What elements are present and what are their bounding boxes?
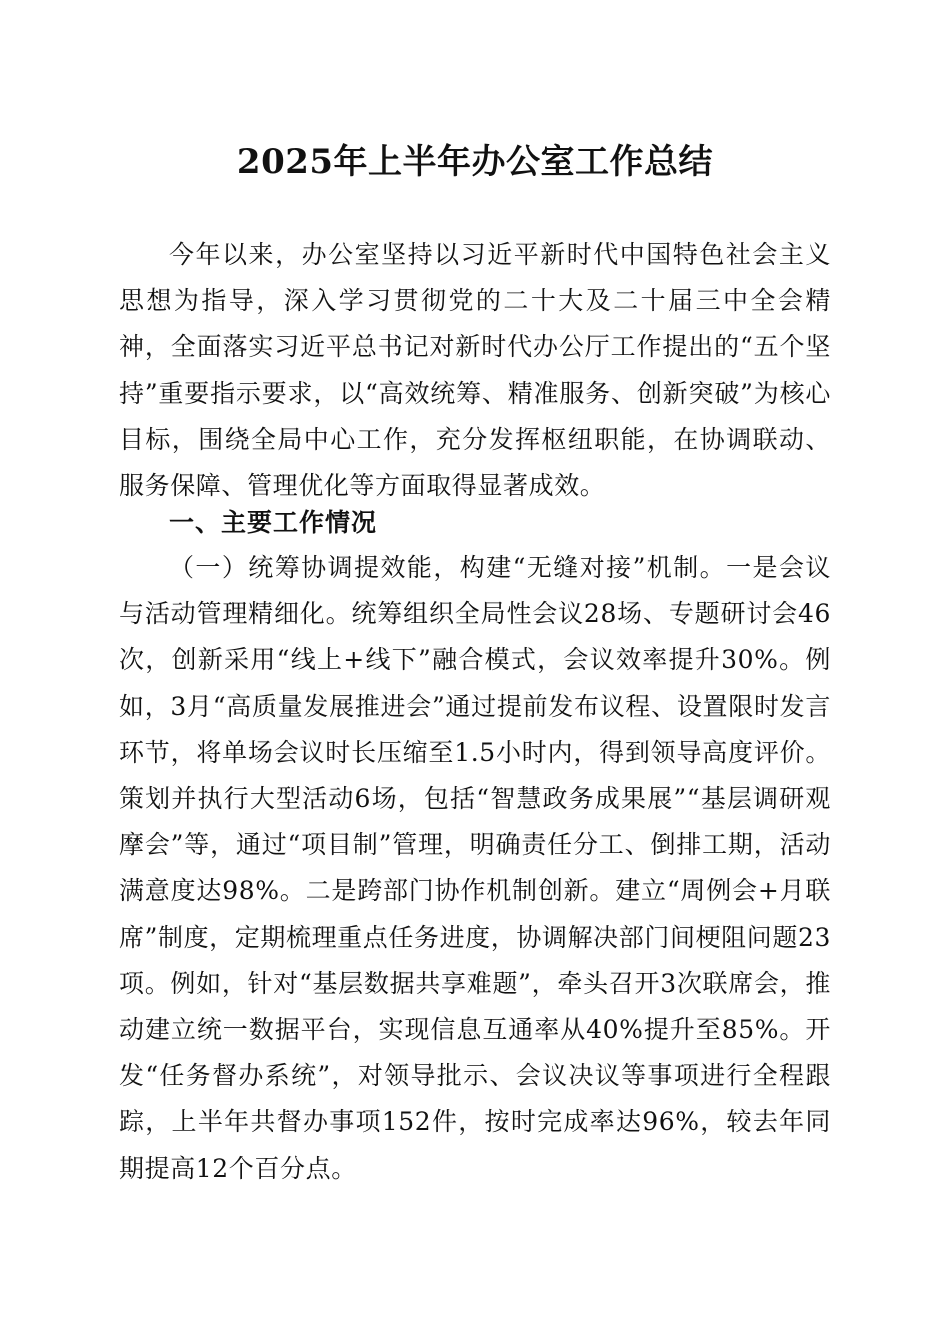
intro-paragraph: 今年以来，办公室坚持以习近平新时代中国特色社会主义思想为指导，深入学习贯彻党的二十大及二十届三中全会精神，全面落实习近平总书记对新时代办公厅工作提出的“五个坚持”重要指示要求，以“高效统筹、精准服务、创新突破”为核心目标，围绕全局中心工作，充分发挥枢纽职能，在协调联动、服务保障、管理优化等方面取得显著成效。 bbox=[119, 240, 831, 501]
section-heading-main-work: 一、主要工作情况 bbox=[169, 508, 378, 537]
section-1-paragraph: （一）统筹协调提效能，构建“无缝对接”机制。一是会议与活动管理精细化。统筹组织全局性会议28场、专题研讨会46次，创新采用“线上+线下”融合模式，会议效率提升30%。例如，3月“高质量发展推进会”通过提前发布议程、设置限时发言环节，将单场会议时长压缩至1.5小时内，得到领导高度评价。策划并执行大型活动6场，包括“智慧政务成果展”“基层调研观摩会”等，通过“项目制”管理，明确责任分工、倒排工期，活动满意度达98%。二是跨部门协作机制创新。建立“周例会+月联席”制度，定期梳理重点任务进度，协调解决部门间梗阻问题23项。例如，针对“基层数据共享难题”，牵头召开3次联席会，推动建立统一数据平台，实现信息互通率从40%提升至85%。开发“任务督办系统”，对领导批示、会议决议等事项进行全程跟踪，上半年共督办事项152件，按时完成率达96%，较去年同期提高12个百分点。 bbox=[119, 553, 831, 1183]
document-title: 2025年上半年办公室工作总结 bbox=[236, 142, 714, 182]
